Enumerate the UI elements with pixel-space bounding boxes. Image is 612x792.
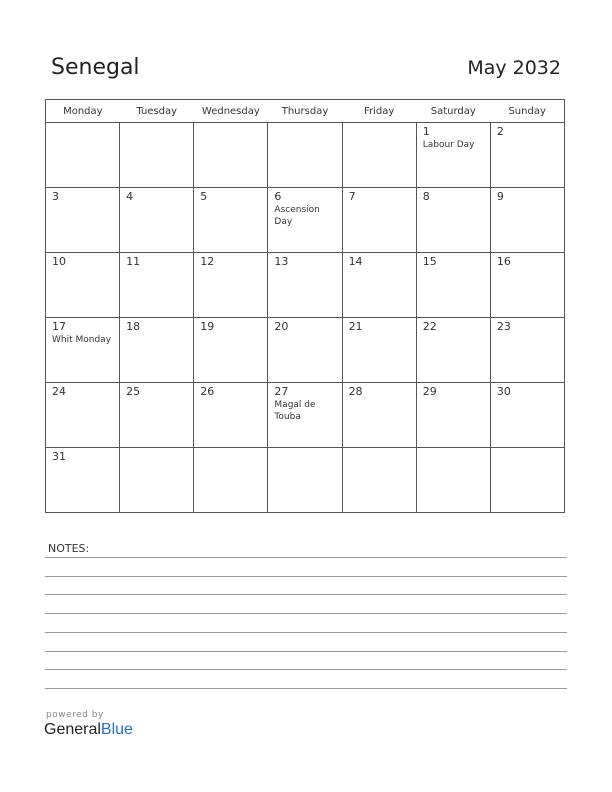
day-number: 21 <box>348 320 363 333</box>
note-line <box>45 576 567 577</box>
day-cell <box>490 188 564 253</box>
day-cell <box>490 448 564 513</box>
day-number: 7 <box>348 190 356 203</box>
holiday-label: Labour Day <box>422 140 475 150</box>
day-cell <box>416 383 490 448</box>
day-cell <box>46 253 120 318</box>
day-cell <box>46 123 120 188</box>
day-number <box>343 123 416 126</box>
day-cell <box>194 188 268 253</box>
day-number: 23 <box>496 320 511 333</box>
weekday-header: Monday <box>46 100 120 123</box>
day-number: 4 <box>126 190 134 203</box>
day-number <box>46 123 119 126</box>
day-number <box>120 123 193 126</box>
month-title: May 2032 <box>467 57 561 79</box>
day-cell <box>490 123 564 188</box>
notes-label: NOTES: <box>48 542 90 555</box>
day-cell <box>120 448 194 513</box>
day-number: 20 <box>274 320 289 333</box>
day-cell <box>342 383 416 448</box>
day-cell <box>416 253 490 318</box>
day-cell <box>342 448 416 513</box>
holiday-label: Magal de Touba <box>274 400 316 422</box>
day-cell <box>194 318 268 383</box>
day-number: 9 <box>496 190 504 203</box>
day-cell <box>268 318 342 383</box>
day-cell <box>120 253 194 318</box>
day-number <box>194 448 267 451</box>
note-line <box>45 669 567 670</box>
day-number: 17 <box>52 320 66 333</box>
day-number: 10 <box>52 255 66 268</box>
weekday-header: Sunday <box>490 100 564 123</box>
note-line <box>45 594 567 595</box>
day-cell <box>46 318 120 383</box>
day-cell <box>268 123 342 188</box>
day-cell <box>490 253 564 318</box>
note-line <box>45 632 567 633</box>
day-number: 15 <box>422 255 437 268</box>
day-number <box>268 123 341 126</box>
day-number: 27 <box>274 385 289 398</box>
weekday-header: Saturday <box>416 100 490 123</box>
day-number: 24 <box>52 385 66 398</box>
week-row <box>46 123 565 188</box>
week-row <box>46 253 565 318</box>
day-number <box>194 123 267 126</box>
day-cell <box>416 318 490 383</box>
day-cell <box>416 448 490 513</box>
day-cell <box>46 188 120 253</box>
day-number: 1 <box>422 125 430 138</box>
day-number: 26 <box>200 385 215 398</box>
day-number: 28 <box>348 385 363 398</box>
day-number: 25 <box>126 385 141 398</box>
day-number: 14 <box>348 255 363 268</box>
day-cell <box>120 318 194 383</box>
holiday-label: Whit Monday <box>52 335 112 345</box>
day-number: 11 <box>126 255 141 268</box>
day-cell <box>194 448 268 513</box>
day-number: 3 <box>52 190 59 203</box>
day-number <box>491 448 564 451</box>
day-number: 29 <box>422 385 437 398</box>
weekday-header: Thursday <box>268 100 342 123</box>
country-title: Senegal <box>51 55 140 80</box>
day-cell <box>490 318 564 383</box>
calendar-grid <box>45 99 565 513</box>
day-number: 8 <box>422 190 430 203</box>
day-cell <box>194 123 268 188</box>
day-number: 22 <box>422 320 437 333</box>
weekday-header-row <box>46 100 565 123</box>
day-cell <box>416 123 490 188</box>
day-number: 5 <box>200 190 208 203</box>
weekday-header: Friday <box>342 100 416 123</box>
day-number: 13 <box>274 255 289 268</box>
note-line <box>45 613 567 614</box>
day-cell <box>490 383 564 448</box>
day-cell <box>268 253 342 318</box>
day-number: 2 <box>496 125 504 138</box>
brand-name-part2: Blue <box>100 721 133 738</box>
calendar-body <box>46 123 565 513</box>
week-row <box>46 448 565 513</box>
holiday-label: Ascension Day <box>274 205 320 227</box>
day-number <box>120 448 193 451</box>
day-number: 31 <box>52 450 66 463</box>
day-cell <box>120 123 194 188</box>
day-cell <box>46 448 120 513</box>
week-row <box>46 188 565 253</box>
day-number: 16 <box>496 255 511 268</box>
brand-logo <box>44 721 133 739</box>
day-cell <box>416 188 490 253</box>
weekday-header: Tuesday <box>120 100 194 123</box>
day-number <box>268 448 341 451</box>
day-cell <box>120 188 194 253</box>
day-number: 19 <box>200 320 215 333</box>
note-line <box>45 651 567 652</box>
day-cell <box>342 318 416 383</box>
week-row <box>46 318 565 383</box>
day-cell <box>46 383 120 448</box>
week-row <box>46 383 565 448</box>
day-cell <box>342 123 416 188</box>
day-cell <box>268 383 342 448</box>
day-cell <box>194 253 268 318</box>
day-cell <box>194 383 268 448</box>
day-cell <box>342 188 416 253</box>
day-number: 30 <box>496 385 511 398</box>
note-line <box>45 557 567 558</box>
day-cell <box>268 448 342 513</box>
day-number: 18 <box>126 320 141 333</box>
day-cell <box>120 383 194 448</box>
note-line <box>45 688 567 689</box>
weekday-header: Wednesday <box>194 100 268 123</box>
day-number: 6 <box>274 190 282 203</box>
day-number: 12 <box>200 255 215 268</box>
day-number <box>417 448 490 451</box>
day-cell <box>268 188 342 253</box>
brand-name-part1: General <box>44 721 101 738</box>
day-cell <box>342 253 416 318</box>
day-number <box>343 448 416 451</box>
powered-by-text: powered by <box>46 710 104 720</box>
